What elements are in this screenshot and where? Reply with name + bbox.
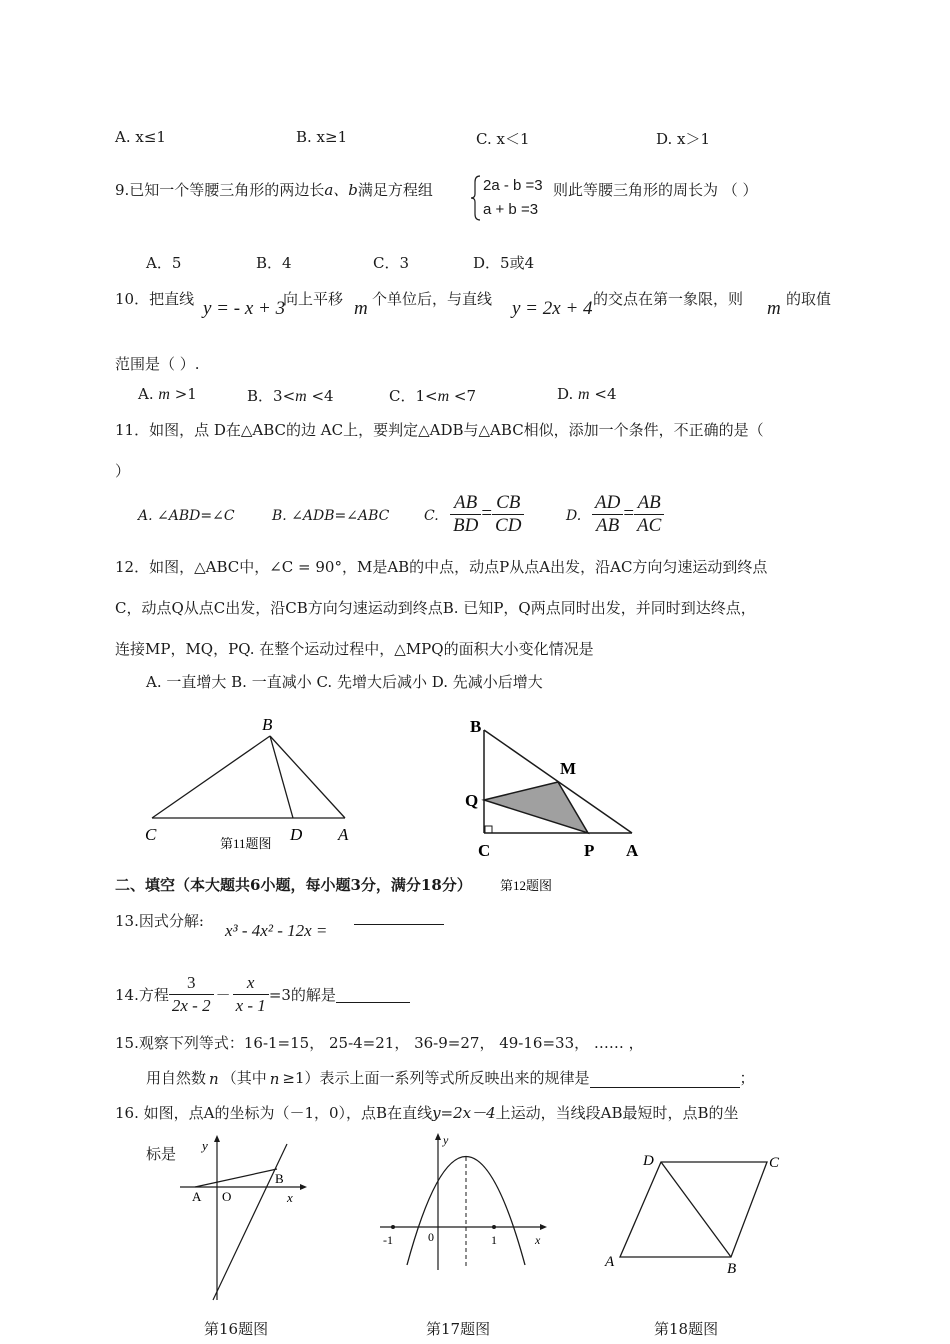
q16-line2: 标是	[146, 1145, 177, 1163]
q10-option-c: C．1<m <7	[389, 387, 477, 405]
q16-line1: 16. 如图，点A的坐标为（－1，0），点B在直线y=2x－4上运动，当线段AB最短时，点B的坐	[115, 1104, 739, 1122]
q11-line1: 11．如图，点 D在△ABC的边 AC上，要判定△ADB与△ABC相似，添加一个条件，不正确的是（	[115, 421, 764, 439]
q10-p4: 的交点在第一象限，则	[593, 290, 744, 308]
fig18-label-b: B	[727, 1261, 737, 1277]
fig17-label-origin: 0	[428, 1230, 434, 1244]
fig12-label-p: P	[584, 841, 595, 860]
fig17-label-y: y	[443, 1133, 449, 1147]
q9-vars: a、b	[324, 181, 358, 199]
fig12-label-a: A	[626, 841, 639, 860]
q10-option-a: A. m >1	[138, 385, 197, 403]
fig18-label-c: C	[769, 1155, 780, 1171]
q9-eq2: a + b =3	[483, 201, 539, 218]
fig17-label-x: x	[535, 1233, 541, 1247]
fig12-caption: 第12题图	[500, 878, 553, 893]
q8-option-b: B. x≥1	[296, 128, 348, 146]
q10-p3: 个单位后，与直线	[372, 290, 493, 308]
q9-option-b: B．4	[256, 254, 292, 272]
q11-option-b: B. ∠ADB=∠ABC	[272, 508, 390, 524]
q12-line2: C，动点Q从点C出发，沿CB方向匀速运动到终点B. 已知P，Q两点同时出发，并同时到达终点，	[115, 599, 756, 617]
q10-p2: 向上平移	[283, 290, 344, 308]
q13-label: 13.因式分解:	[115, 912, 204, 930]
fig18-label-a: A	[605, 1254, 615, 1270]
q10-option-b: B．3<m <4	[247, 387, 334, 405]
q15-answer-blank	[590, 1071, 740, 1088]
q9-stem: 9.已知一个等腰三角形的两边长a、b满足方程组	[115, 181, 433, 199]
fig18-label-d: D	[643, 1153, 654, 1169]
q14-answer-blank	[336, 986, 410, 1003]
fig12-label-c: C	[478, 841, 491, 860]
fig11-label-d: D	[290, 825, 303, 844]
q11-option-a: A. ∠ABD=∠C	[138, 508, 235, 524]
figure-11	[140, 708, 370, 858]
q10-line1-eq: y = - x + 3	[203, 298, 286, 319]
figure-17	[375, 1130, 555, 1275]
fig17-label-1: 1	[491, 1233, 497, 1247]
q8-option-a: A. x≤1	[115, 128, 166, 146]
q9-brace	[470, 174, 482, 222]
q11-option-d: $\frac{AD}{AB}$ = $\frac{AB}{AC}$	[592, 492, 664, 537]
q15-line1: 15.观察下列等式：16-1=15， 25-4=21， 36-9=27， 49-16=33， …… ，	[115, 1034, 644, 1052]
q9-option-c: C．3	[373, 254, 410, 272]
fig12-label-b: B	[470, 717, 482, 736]
q10-m2: m	[767, 298, 781, 319]
q11-line2: ）	[115, 462, 131, 480]
q14: 14.方程 $\frac{3}{2x - 2}$ － $\frac{x}{x - 1}$ =3的解是	[115, 970, 410, 1018]
fig16-label-y: y	[202, 1138, 208, 1153]
fig12-label-q: Q	[465, 791, 479, 810]
fig16-label-a: A	[192, 1189, 202, 1204]
q9-option-d: D．5或4	[473, 254, 535, 272]
fig16-label-b: B	[275, 1171, 284, 1186]
q9-eq1: 2a - b =3	[483, 177, 543, 194]
q10-p6: 范围是（ ）.	[115, 355, 200, 373]
q10-line2-eq: y = 2x + 4	[512, 298, 593, 319]
q11-option-c: $\frac{AB}{BD}$ = $\frac{CB}{CD}$	[450, 492, 524, 537]
q13-expr: x³ - 4x² - 12x =	[225, 921, 328, 940]
fig16-caption: 第16题图	[204, 1320, 269, 1338]
section-2-heading: 二、填空（本大题共6小题，每小题3分，满分18分）	[115, 876, 472, 894]
q8-option-c: C. x＜1	[476, 130, 530, 148]
figure-12	[460, 708, 660, 893]
q10-p5: 的取值	[786, 290, 832, 308]
fig16-label-x: x	[287, 1190, 293, 1205]
fig11-caption: 第11题图	[220, 836, 272, 851]
q12-line3: 连接MP，MQ，PQ. 在整个运动过程中，△MPQ的面积大小变化情况是	[115, 640, 594, 658]
fig17-caption: 第17题图	[426, 1320, 491, 1338]
q15-line2: 用自然数 n （其中 n ≥1）表示上面一系列等式所反映出来的规律是 ；	[146, 1069, 755, 1088]
fig16-label-o: O	[222, 1189, 232, 1204]
fig11-label-a: A	[338, 825, 349, 844]
q9-option-a: A．5	[146, 254, 182, 272]
figure-16	[175, 1130, 315, 1305]
q12-line1: 12．如图，△ABC中，∠C = 90°，M是AB的中点，动点P从点A出发，沿AC方向匀速运动到终点	[115, 558, 768, 576]
q10-m: m	[354, 298, 368, 319]
fig17-label-minus1: -1	[383, 1233, 393, 1247]
fig12-label-m: M	[560, 759, 577, 778]
q13-answer-blank	[354, 923, 444, 925]
q8-option-d: D. x＞1	[656, 130, 711, 148]
q9-stem-end: 则此等腰三角形的周长为 （ ）	[553, 181, 758, 199]
q10-p1: 10．把直线	[115, 290, 195, 308]
fig11-label-c: C	[145, 825, 157, 844]
figure-18	[595, 1145, 795, 1280]
q11-option-d-label: D.	[566, 508, 582, 524]
q11-option-c-label: C.	[424, 508, 439, 524]
fig18-caption: 第18题图	[654, 1320, 719, 1338]
fig11-label-b: B	[262, 715, 273, 734]
q10-option-d: D. m <4	[557, 385, 617, 403]
q12-options: A. 一直增大 B. 一直减小 C. 先增大后减小 D. 先减小后增大	[146, 673, 543, 691]
